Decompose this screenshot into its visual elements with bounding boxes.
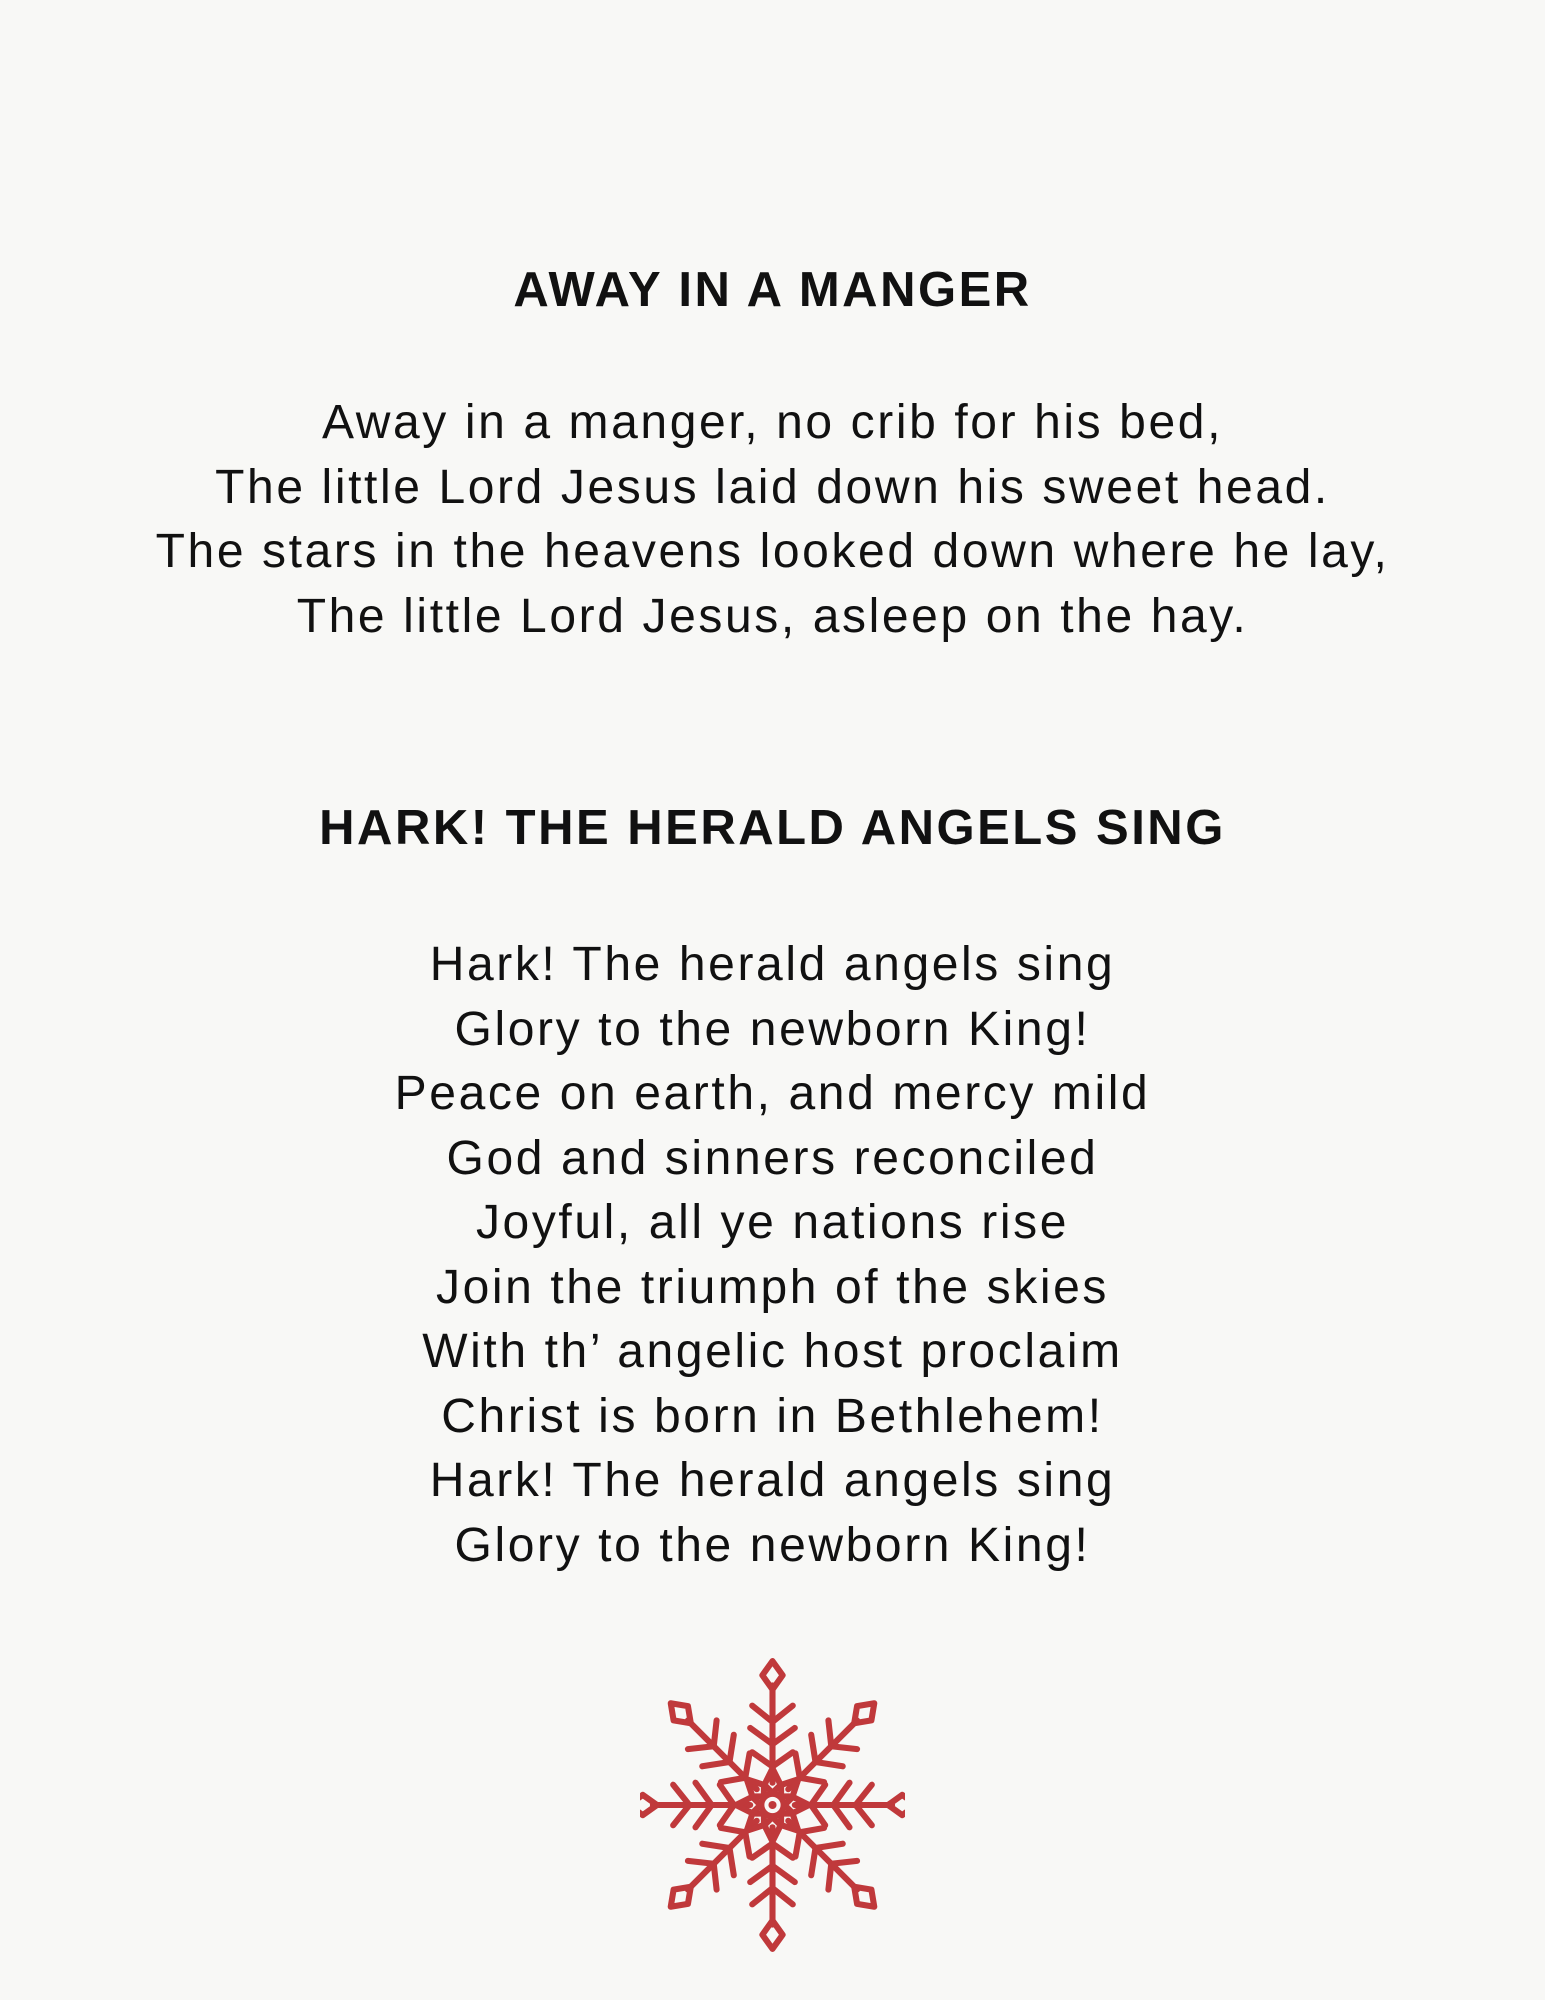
lyric-line: Joyful, all ye nations rise [475, 1196, 1070, 1249]
lyric-line: Glory to the newborn King! [454, 1002, 1091, 1056]
lyrics-block [0, 391, 1545, 649]
lyric-line: With th’ angelic host proclaim [422, 1325, 1123, 1378]
song-hark-the-herald-angels-sing [0, 801, 1545, 1578]
lyric-line: Hark! The herald angels sing [429, 938, 1116, 991]
snowflake-icon [640, 1655, 905, 1955]
lyric-line: The little Lord Jesus laid down his sweet head. [215, 460, 1330, 514]
lyric-line: Christ is born in Bethlehem! [441, 1389, 1104, 1443]
lyrics-block [0, 933, 1545, 1578]
lyric-line: Join the triumph of the skies [435, 1260, 1110, 1314]
lyric-line: Hark! The herald angels sing [429, 1454, 1116, 1507]
lyric-line: The stars in the heavens looked down where he lay, [155, 525, 1390, 578]
song-title: HARK! THE HERALD ANGELS SING [319, 801, 1226, 855]
lyric-line: God and sinners reconciled [446, 1131, 1099, 1185]
lyric-line: Glory to the newborn King! [454, 1518, 1091, 1572]
lyric-line: Away in a manger, no crib for his bed, [321, 396, 1224, 449]
lyric-line: Peace on earth, and mercy mild [394, 1067, 1151, 1120]
song-away-in-a-manger [0, 263, 1545, 649]
song-title: AWAY IN A MANGER [513, 263, 1032, 317]
lyric-line: The little Lord Jesus, asleep on the hay. [296, 589, 1249, 643]
